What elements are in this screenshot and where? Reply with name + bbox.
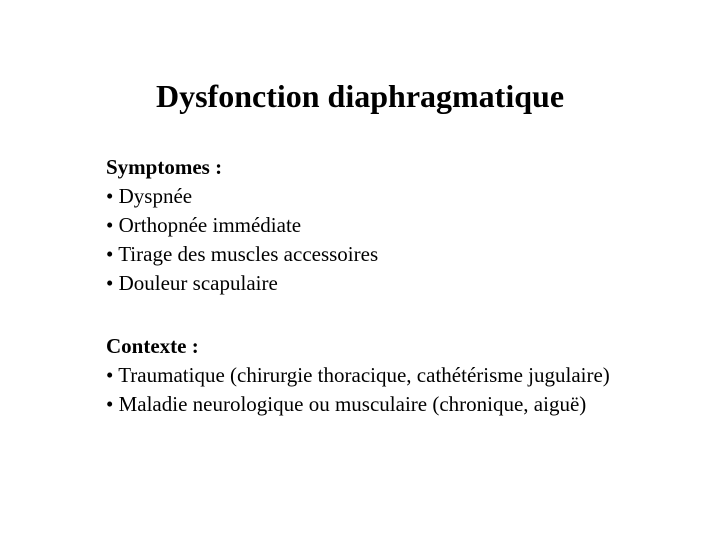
slide-title: Dysfonction diaphragmatique xyxy=(155,78,565,114)
symptome-item: • Orthopnée immédiate xyxy=(106,213,302,237)
contexte-item: • Traumatique (chirurgie thoracique, cathétérisme jugulaire) xyxy=(106,363,610,387)
symptome-item: • Dyspnée xyxy=(106,184,193,208)
symptome-item: • Tirage des muscles accessoires xyxy=(106,242,379,266)
symptome-item: • Douleur scapulaire xyxy=(106,271,278,295)
contexte-item: • Maladie neurologique ou musculaire (chronique, aiguë) xyxy=(106,392,587,416)
symptomes-section xyxy=(106,153,378,298)
symptomes-heading: Symptomes : xyxy=(106,155,223,179)
contexte-section xyxy=(106,332,610,419)
contexte-heading: Contexte : xyxy=(106,334,199,358)
